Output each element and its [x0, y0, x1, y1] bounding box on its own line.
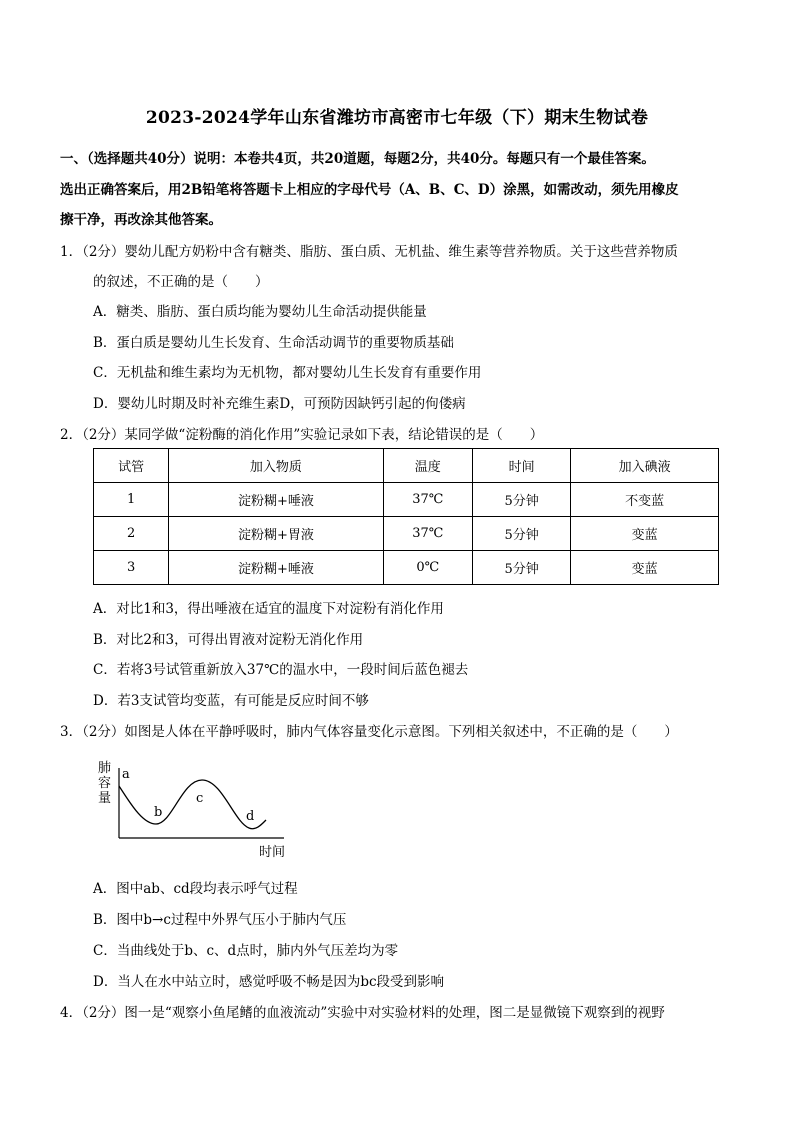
table-cell: 淀粉糊+唾液 — [169, 551, 383, 585]
question-3-option-b: B．图中b→c过程中外界气压小于肺内气压 — [93, 912, 347, 928]
table-header-cell: 试管 — [94, 449, 169, 483]
question-2-option-a: A．对比1和3，得出唾液在适宜的温度下对淀粉有消化作用 — [93, 601, 444, 617]
table-cell: 淀粉糊+胃液 — [169, 517, 383, 551]
table-header-cell: 加入物质 — [169, 449, 383, 483]
point-label-b: b — [154, 805, 163, 820]
point-label-d: d — [246, 809, 255, 824]
section-heading-line-2: 选出正确答案后，用2B铅笔将答题卡上相应的字母代号（A、B、C、D）涂黑，如需改动，须先用橡皮 — [60, 182, 679, 198]
table-row — [94, 517, 719, 551]
table-cell: 37℃ — [383, 483, 472, 517]
question-1-stem-line-1: 1．（2分）婴幼儿配方奶粉中含有糖类、脂肪、蛋白质、无机盐、维生素等营养物质。关于这些营养物质 — [60, 244, 678, 260]
table-cell: 2 — [94, 517, 169, 551]
table-cell: 1 — [94, 483, 169, 517]
question-1-stem-line-2: 的叙述，不正确的是（ ） — [93, 274, 269, 290]
section-heading-line-3: 擦干净，再改涂其他答案。 — [60, 212, 222, 228]
point-label-a: a — [122, 767, 130, 782]
chart-ylabel-char-2: 容 — [98, 776, 112, 791]
table-cell: 5分钟 — [472, 483, 570, 517]
question-3-option-d: D．当人在水中站立时，感觉呼吸不畅是因为bc段受到影响 — [93, 974, 445, 990]
chart-ylabel-char-1: 肺 — [98, 761, 112, 776]
table-cell: 3 — [94, 551, 169, 585]
table-cell: 5分钟 — [472, 551, 570, 585]
question-3-option-a: A．图中ab、cd段均表示呼气过程 — [93, 881, 298, 897]
table-cell: 淀粉糊+唾液 — [169, 483, 383, 517]
table-header-cell: 加入碘液 — [571, 449, 719, 483]
page-title: 2023-2024学年山东省潍坊市高密市七年级（下）期末生物试卷 — [145, 108, 649, 128]
table-row — [94, 483, 719, 517]
point-label-c: c — [196, 791, 204, 806]
table-cell: 不变蓝 — [571, 483, 719, 517]
question-2-option-b: B．对比2和3，可得出胃液对淀粉无消化作用 — [93, 632, 364, 648]
table-cell: 变蓝 — [571, 517, 719, 551]
question-2-option-d: D．若3支试管均变蓝，有可能是反应时间不够 — [93, 693, 369, 709]
table-row — [94, 551, 719, 585]
question-1-option-a: A．糖类、脂肪、蛋白质均能为婴幼儿生命活动提供能量 — [93, 304, 427, 320]
table-cell: 变蓝 — [571, 551, 719, 585]
question-4-stem-line-1: 4．（2分）图一是“观察小鱼尾鳍的血液流动”实验中对实验材料的处理，图二是显微镜下观察到的视野 — [60, 1005, 665, 1021]
chart-ylabel-char-3: 量 — [98, 791, 112, 806]
question-1-option-b: B．蛋白质是婴幼儿生长发育、生命活动调节的重要物质基础 — [93, 335, 454, 351]
question-3-option-c: C．当曲线处于b、c、d点时，肺内外气压差均为零 — [93, 943, 399, 959]
question-3-stem-line-1: 3．（2分）如图是人体在平静呼吸时，肺内气体容量变化示意图。下列相关叙述中，不正确的是（ ） — [60, 724, 678, 740]
lung-volume-curve — [119, 780, 266, 829]
experiment-table — [93, 448, 719, 585]
chart-xlabel: 时间 — [259, 845, 286, 860]
question-2-option-c: C．若将3号试管重新放入37℃的温水中，一段时间后蓝色褪去 — [93, 662, 469, 678]
table-header-cell: 温度 — [383, 449, 472, 483]
question-2-stem-line-1: 2．（2分）某同学做“淀粉酶的消化作用”实验记录如下表，结论错误的是（ ） — [60, 427, 544, 443]
table-cell: 37℃ — [383, 517, 472, 551]
question-1-option-d: D．婴幼儿时期及时补充维生素D，可预防因缺钙引起的佝偻病 — [93, 396, 466, 412]
table-cell: 5分钟 — [472, 517, 570, 551]
table-cell: 0℃ — [383, 551, 472, 585]
question-1-option-c: C．无机盐和维生素均为无机物，都对婴幼儿生长发育有重要作用 — [93, 365, 482, 381]
lung-volume-chart — [94, 756, 294, 864]
table-header-row — [94, 449, 719, 483]
table-header-cell: 时间 — [472, 449, 570, 483]
section-heading-line-1: 一、（选择题共40分）说明：本卷共4页，共20道题，每题2分，共40分。每题只有一个最佳答案。 — [60, 151, 655, 167]
